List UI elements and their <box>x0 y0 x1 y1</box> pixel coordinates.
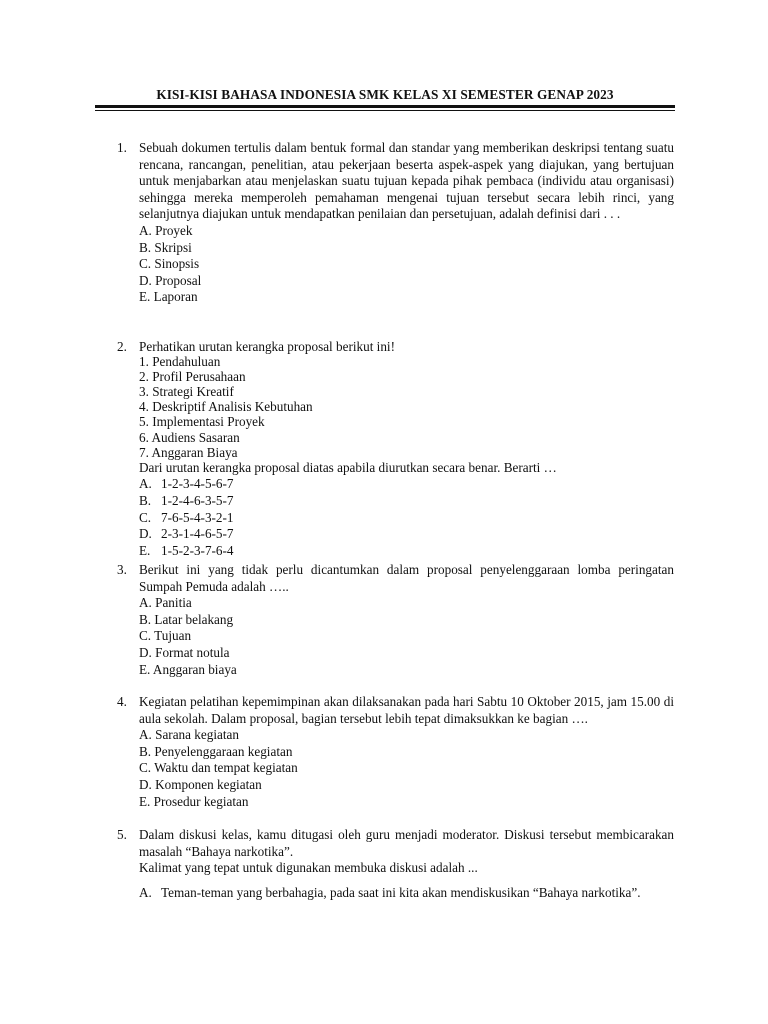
option-text: 1-5-2-3-7-6-4 <box>161 542 234 558</box>
option-e: E. Anggaran biaya <box>139 661 237 677</box>
title-rule-thick <box>95 105 675 108</box>
question-number: 2. <box>117 339 127 354</box>
option-letter: B. <box>139 492 152 508</box>
option-c <box>139 510 674 527</box>
option-b: B. Penyelenggaraan kegiatan <box>139 743 293 759</box>
title-rule-thin <box>95 110 675 111</box>
question-3 <box>117 562 674 678</box>
question-1 <box>117 140 674 306</box>
question-number: 4. <box>117 694 127 709</box>
list-item: 5. Implementasi Proyek <box>139 414 265 430</box>
document-title: KISI-KISI BAHASA INDONESIA SMK KELAS XI SEMESTER GENAP 2023 <box>156 87 614 102</box>
list-item: 7. Anggaran Biaya <box>139 444 238 460</box>
option-letter: C. <box>139 509 152 525</box>
question-stem: Perhatikan urutan kerangka proposal berikut ini! <box>139 339 395 354</box>
option-c: C. Sinopsis <box>139 256 200 272</box>
question-4 <box>117 694 674 810</box>
list-item: 1. Pendahuluan <box>139 354 221 370</box>
option-d: D. Format notula <box>139 644 230 660</box>
option-d <box>139 526 674 543</box>
list-item: 2. Profil Perusahaan <box>139 369 246 385</box>
option-d: D. Komponen kegiatan <box>139 776 262 792</box>
option-c: C. Waktu dan tempat kegiatan <box>139 760 298 776</box>
option-letter: A. <box>139 884 152 900</box>
question-stem: Dalam diskusi kelas, kamu ditugasi oleh guru menjadi moderator. Diskusi tersebut membicarakan masalah “Bahaya narkotika”. <box>139 827 674 859</box>
option-b <box>139 493 674 510</box>
option-letter: E. <box>139 542 151 558</box>
option-a <box>139 885 674 902</box>
option-a: A. Sarana kegiatan <box>139 727 239 743</box>
option-letter: D. <box>139 526 152 542</box>
option-text: 1-2-3-4-5-6-7 <box>161 476 234 492</box>
option-text: Teman-teman yang berbahagia, pada saat ini kita akan mendiskusikan “Bahaya narkotika”. <box>161 884 641 900</box>
question-number: 3. <box>117 562 127 577</box>
option-text: 7-6-5-4-3-2-1 <box>161 509 234 525</box>
option-e <box>139 543 674 560</box>
option-e: E. Prosedur kegiatan <box>139 793 249 809</box>
question-2 <box>117 339 674 559</box>
option-b: B. Latar belakang <box>139 611 234 627</box>
option-b: B. Skripsi <box>139 239 192 255</box>
question-follow-up: Kalimat yang tepat untuk digunakan membuka diskusi adalah ... <box>139 860 478 876</box>
question-stem: Kegiatan pelatihan kepemimpinan akan dilaksanakan pada hari Sabtu 10 Oktober 2015, jam 15.00 di aula sekolah. Dalam proposal, bagian tersebut lebih tepat dimaksukkan ke bagian …. <box>139 694 674 726</box>
question-stem: Sebuah dokumen tertulis dalam bentuk formal dan standar yang memberikan deskripsi tentang suatu rencana, rancangan, penelitian, atau pekerjaan beserta aspek-aspek yang diajukan, yang bertujuan untuk menjabarkan atau menjelaskan suatu tujuan kepada pihak pembaca (individu atau organisasi) sehingga mereka memperoleh pemahaman mengenai tujuan tersebut secara lebih rinci, yang selanjutnya diajukan untuk mendapatkan penilaian dan persetujuan, adalah definisi dari . . . <box>139 140 674 222</box>
option-c: C. Tujuan <box>139 628 192 644</box>
list-item: 6. Audiens Sasaran <box>139 429 240 445</box>
option-e: E. Laporan <box>139 289 198 305</box>
option-text: 2-3-1-4-6-5-7 <box>161 526 234 542</box>
question-follow-up: Dari urutan kerangka proposal diatas apabila diurutkan secara benar. Berarti … <box>139 459 557 475</box>
question-stem: Berikut ini yang tidak perlu dicantumkan dalam proposal penyelenggaraan lomba peringatan Sumpah Pemuda adalah ….. <box>139 562 674 594</box>
list-item: 4. Deskriptif Analisis Kebutuhan <box>139 399 313 415</box>
option-a <box>139 476 674 493</box>
option-text: 1-2-4-6-3-5-7 <box>161 492 234 508</box>
question-number: 5. <box>117 827 127 842</box>
spacer <box>117 877 674 885</box>
question-number: 1. <box>117 140 127 155</box>
list-item: 3. Strategi Kreatif <box>139 384 234 400</box>
question-5 <box>117 827 674 901</box>
option-d: D. Proposal <box>139 272 202 288</box>
option-letter: A. <box>139 476 152 492</box>
option-a: A. Panitia <box>139 595 192 611</box>
option-a: A. Proyek <box>139 222 193 238</box>
